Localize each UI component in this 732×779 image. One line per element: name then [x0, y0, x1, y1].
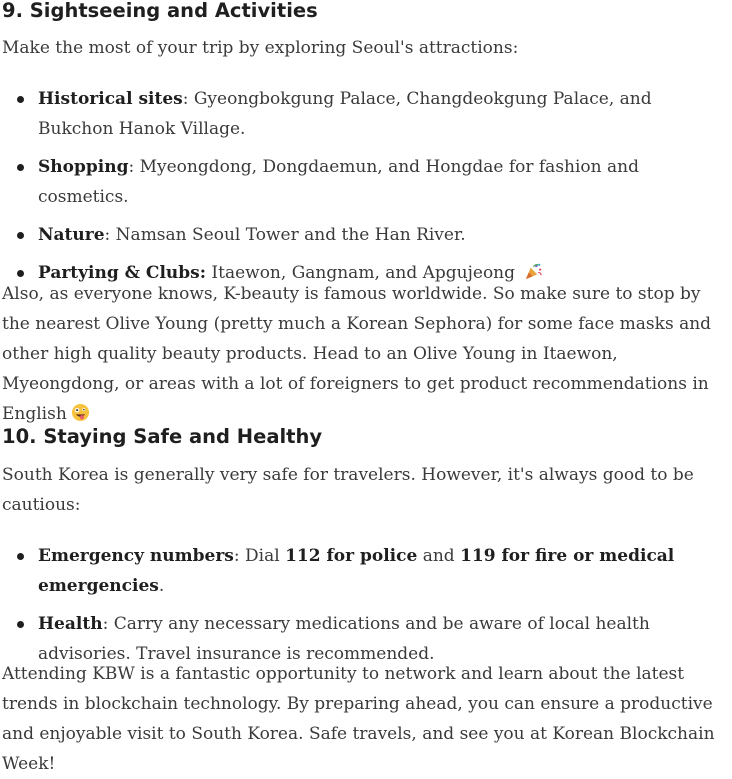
list-item-label: Partying & Clubs:: [38, 263, 206, 283]
list-item-text: and: [417, 546, 461, 566]
kbeauty-text: Also, as everyone knows, K-beauty is famous worldwide. So make sure to stop by the nearest Olive Young (pretty much a Korean Sephora) for some face masks and other high quality beauty products. Head to an Olive Young in Itaewon, Myeongdong, or areas with a lot of foreigners to get product recommendations in English: [2, 284, 712, 424]
list-item-text: : Carry any necessary medications and be aware of local health advisories. Travel insurance is recommended.: [38, 614, 650, 664]
safety-list: [2, 541, 728, 669]
police-number: 112 for police: [285, 546, 418, 566]
fire-medical-number: 119 for fire or medical emergencies: [38, 546, 675, 596]
sightseeing-list: [2, 84, 728, 288]
list-item: [2, 541, 728, 601]
list-item-label: Shopping: [38, 157, 129, 177]
list-item-label: Nature: [38, 225, 105, 245]
closing-paragraph: Attending KBW is a fantastic opportunity to network and learn about the latest trends in blockchain technology. By preparing ahead, you can ensure a productive and enjoyable visit to South Korea. Safe travels, and see you at Korean Blockchain Week!: [2, 664, 715, 774]
section-heading-sightseeing: 9. Sightseeing and Activities: [2, 0, 318, 22]
list-item-label: Emergency numbers: [38, 546, 234, 566]
list-item-text: Itaewon, Gangnam, and Apgujeong: [206, 263, 516, 283]
list-item-text: : Myeongdong, Dongdaemun, and Hongdae for fashion and cosmetics.: [38, 157, 639, 207]
list-item-text: : Gyeongbokgung Palace, Changdeokgung Palace, and Bukchon Hanok Village.: [38, 89, 652, 139]
list-item: [2, 84, 728, 144]
kbeauty-paragraph: [2, 279, 728, 429]
list-item-label: Historical sites: [38, 89, 183, 109]
list-item-text: .: [158, 576, 165, 596]
list-item: [2, 152, 728, 212]
list-item: [2, 220, 728, 250]
list-item-text: : Namsan Seoul Tower and the Han River.: [104, 225, 466, 245]
sightseeing-intro: Make the most of your trip by exploring Seoul's attractions:: [2, 38, 519, 58]
section-heading-safety: 10. Staying Safe and Healthy: [2, 425, 323, 448]
safety-intro: South Korea is generally very safe for travelers. However, it's always good to be cautious:: [2, 465, 694, 515]
list-item-text: : Dial: [233, 546, 286, 566]
list-item-label: Health: [38, 614, 103, 634]
zany-face-icon: [71, 403, 90, 422]
